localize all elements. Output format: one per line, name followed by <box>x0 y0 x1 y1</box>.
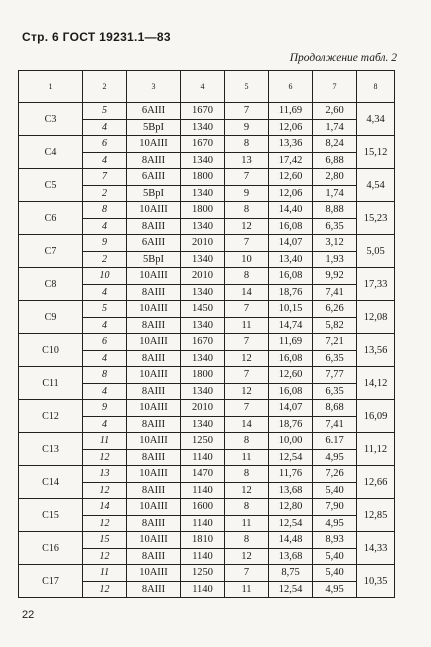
table-cell: 1340 <box>181 119 225 136</box>
total-cell: 4,54 <box>357 169 395 202</box>
table-cell: 8АIII <box>127 515 181 532</box>
table-cell: 2,80 <box>313 169 357 186</box>
table-cell: 11,69 <box>269 334 313 351</box>
row-label-cell: С4 <box>19 136 83 169</box>
table-cell: 8АIII <box>127 416 181 433</box>
table-cell: 5ВрI <box>127 251 181 268</box>
table-cell: 6АIII <box>127 103 181 120</box>
table-row <box>19 202 395 219</box>
table-cell: 12 <box>83 482 127 499</box>
table-row <box>19 433 395 450</box>
table-cell: 8АIII <box>127 284 181 301</box>
table-cell: 6,88 <box>313 152 357 169</box>
table-cell: 4,95 <box>313 515 357 532</box>
table-cell: 7 <box>225 301 269 318</box>
table-cell: 5 <box>83 103 127 120</box>
column-header: 7 <box>313 71 357 103</box>
table-cell: 8 <box>225 268 269 285</box>
table-cell: 14,07 <box>269 400 313 417</box>
table-cell: 8АIII <box>127 449 181 466</box>
table-cell: 4 <box>83 317 127 334</box>
table-cell: 8АIII <box>127 581 181 598</box>
table-cell: 4 <box>83 119 127 136</box>
row-label-cell: С3 <box>19 103 83 136</box>
table-cell: 16,08 <box>269 383 313 400</box>
table-cell: 11 <box>225 581 269 598</box>
table-cell: 11 <box>225 317 269 334</box>
table-cell: 7 <box>225 169 269 186</box>
table-cell: 1340 <box>181 383 225 400</box>
table-cell: 13,36 <box>269 136 313 153</box>
table-cell: 1810 <box>181 532 225 549</box>
table-cell: 8АIII <box>127 350 181 367</box>
total-cell: 11,12 <box>357 433 395 466</box>
total-cell: 10,35 <box>357 565 395 598</box>
table-cell: 12,54 <box>269 449 313 466</box>
table-cell: 16,08 <box>269 350 313 367</box>
table-cell: 4,95 <box>313 581 357 598</box>
table-cell: 8 <box>83 367 127 384</box>
total-cell: 12,08 <box>357 301 395 334</box>
table-cell: 2010 <box>181 400 225 417</box>
table-cell: 7 <box>225 400 269 417</box>
table-cell: 8АIII <box>127 383 181 400</box>
row-label-cell: С8 <box>19 268 83 301</box>
table-cell: 4 <box>83 284 127 301</box>
table-cell: 8,93 <box>313 532 357 549</box>
table-cell: 1670 <box>181 103 225 120</box>
table-cell: 12 <box>83 581 127 598</box>
table-cell: 14,07 <box>269 235 313 252</box>
table-cell: 12 <box>225 482 269 499</box>
total-cell: 5,05 <box>357 235 395 268</box>
column-header: 2 <box>83 71 127 103</box>
total-cell: 15,23 <box>357 202 395 235</box>
table-cell: 1340 <box>181 251 225 268</box>
table-cell: 12,60 <box>269 169 313 186</box>
total-cell: 16,09 <box>357 400 395 433</box>
table-cell: 10АIII <box>127 136 181 153</box>
total-cell: 12,66 <box>357 466 395 499</box>
table-cell: 9 <box>225 185 269 202</box>
table-cell: 8 <box>225 466 269 483</box>
row-label-cell: С15 <box>19 499 83 532</box>
table-cell: 8АIII <box>127 482 181 499</box>
table-cell: 10АIII <box>127 202 181 219</box>
total-cell: 17,33 <box>357 268 395 301</box>
table-cell: 1340 <box>181 284 225 301</box>
table-cell: 2010 <box>181 235 225 252</box>
table-cell: 2 <box>83 185 127 202</box>
table-cell: 7 <box>225 565 269 582</box>
table-cell: 13,68 <box>269 482 313 499</box>
column-header: 6 <box>269 71 313 103</box>
table-cell: 1670 <box>181 334 225 351</box>
table-cell: 2010 <box>181 268 225 285</box>
table-cell: 17,42 <box>269 152 313 169</box>
row-label-cell: С6 <box>19 202 83 235</box>
table-cell: 7,21 <box>313 334 357 351</box>
table-cell: 11 <box>225 449 269 466</box>
table-cell: 9 <box>225 119 269 136</box>
table-row <box>19 136 395 153</box>
table-cell: 6,35 <box>313 383 357 400</box>
table-cell: 1340 <box>181 317 225 334</box>
total-cell: 14,33 <box>357 532 395 565</box>
table-cell: 7 <box>225 103 269 120</box>
table-cell: 6,35 <box>313 218 357 235</box>
table-cell: 7,41 <box>313 284 357 301</box>
table-cell: 10АIII <box>127 466 181 483</box>
table-cell: 1140 <box>181 449 225 466</box>
table-cell: 8,88 <box>313 202 357 219</box>
table-header-row <box>19 71 395 103</box>
table-cell: 3,12 <box>313 235 357 252</box>
table-cell: 13,68 <box>269 548 313 565</box>
row-label-cell: С14 <box>19 466 83 499</box>
table-cell: 7 <box>225 334 269 351</box>
table-cell: 12 <box>225 383 269 400</box>
table-cell: 12 <box>225 218 269 235</box>
table-cell: 5ВрI <box>127 185 181 202</box>
table-cell: 12 <box>83 449 127 466</box>
table-cell: 12 <box>83 548 127 565</box>
table-row <box>19 334 395 351</box>
table-cell: 1140 <box>181 515 225 532</box>
row-label-cell: С13 <box>19 433 83 466</box>
table-cell: 2,60 <box>313 103 357 120</box>
table-row <box>19 532 395 549</box>
table-cell: 5,40 <box>313 565 357 582</box>
table-cell: 11 <box>83 433 127 450</box>
table-row <box>19 235 395 252</box>
table-cell: 1,93 <box>313 251 357 268</box>
table-cell: 11,69 <box>269 103 313 120</box>
table-cell: 5,40 <box>313 548 357 565</box>
table-cell: 1450 <box>181 301 225 318</box>
table-cell: 10,00 <box>269 433 313 450</box>
table-cell: 1140 <box>181 548 225 565</box>
table-cell: 4,95 <box>313 449 357 466</box>
table-cell: 4 <box>83 218 127 235</box>
table-cell: 7,41 <box>313 416 357 433</box>
data-table <box>18 70 395 598</box>
table-cell: 1800 <box>181 367 225 384</box>
column-header: 5 <box>225 71 269 103</box>
table-cell: 10АIII <box>127 367 181 384</box>
table-cell: 12,54 <box>269 515 313 532</box>
table-cell: 1340 <box>181 152 225 169</box>
table-cell: 1250 <box>181 433 225 450</box>
row-label-cell: С11 <box>19 367 83 400</box>
table-cell: 14,40 <box>269 202 313 219</box>
table-row <box>19 400 395 417</box>
table-cell: 4 <box>83 416 127 433</box>
table-cell: 8АIII <box>127 152 181 169</box>
table-cell: 12,06 <box>269 119 313 136</box>
table-cell: 16,08 <box>269 268 313 285</box>
table-cell: 13 <box>225 152 269 169</box>
table-cell: 5,40 <box>313 482 357 499</box>
total-cell: 14,12 <box>357 367 395 400</box>
row-label-cell: С10 <box>19 334 83 367</box>
row-label-cell: С9 <box>19 301 83 334</box>
table-cell: 11 <box>83 565 127 582</box>
table-cell: 1600 <box>181 499 225 516</box>
table-cell: 4 <box>83 383 127 400</box>
total-cell: 12,85 <box>357 499 395 532</box>
table-cell: 8 <box>83 202 127 219</box>
table-cell: 12,80 <box>269 499 313 516</box>
table-cell: 8АIII <box>127 548 181 565</box>
table-cell: 9 <box>83 400 127 417</box>
page-header: Стр. 6 ГОСТ 19231.1—83 <box>22 30 171 44</box>
table-cell: 14 <box>83 499 127 516</box>
table-cell: 7 <box>225 367 269 384</box>
table-cell: 16,08 <box>269 218 313 235</box>
table-row <box>19 367 395 384</box>
table-cell: 8 <box>225 202 269 219</box>
table-cell: 8 <box>225 499 269 516</box>
table-row <box>19 103 395 120</box>
table-cell: 8,68 <box>313 400 357 417</box>
table-cell: 10АIII <box>127 499 181 516</box>
total-cell: 4,34 <box>357 103 395 136</box>
table-row <box>19 169 395 186</box>
table-cell: 12,60 <box>269 367 313 384</box>
table-cell: 14,48 <box>269 532 313 549</box>
table-body <box>19 103 395 598</box>
table-cell: 12 <box>225 548 269 565</box>
table-cell: 9 <box>83 235 127 252</box>
table-cell: 15 <box>83 532 127 549</box>
table-cell: 11 <box>225 515 269 532</box>
table-cell: 12,54 <box>269 581 313 598</box>
table-cell: 1800 <box>181 202 225 219</box>
table-cell: 8 <box>225 433 269 450</box>
table-cell: 10АIII <box>127 334 181 351</box>
table-cell: 14 <box>225 416 269 433</box>
table-cell: 4 <box>83 152 127 169</box>
table-cell: 10 <box>225 251 269 268</box>
row-label-cell: С17 <box>19 565 83 598</box>
table-cell: 2 <box>83 251 127 268</box>
table-cell: 10,15 <box>269 301 313 318</box>
table-cell: 1800 <box>181 169 225 186</box>
table-cell: 6АIII <box>127 235 181 252</box>
table-cell: 10 <box>83 268 127 285</box>
table-cell: 6 <box>83 136 127 153</box>
table-cell: 10АIII <box>127 301 181 318</box>
table-cell: 14,74 <box>269 317 313 334</box>
table-cell: 7 <box>225 235 269 252</box>
table-cell: 13 <box>83 466 127 483</box>
table-cell: 10АIII <box>127 565 181 582</box>
table-cell: 7,90 <box>313 499 357 516</box>
row-label-cell: С7 <box>19 235 83 268</box>
table-cell: 12 <box>83 515 127 532</box>
total-cell: 13,56 <box>357 334 395 367</box>
table-cell: 5 <box>83 301 127 318</box>
table-cell: 1,74 <box>313 185 357 202</box>
column-header: 1 <box>19 71 83 103</box>
table-cell: 4 <box>83 350 127 367</box>
total-cell: 15,12 <box>357 136 395 169</box>
table-cell: 8АIII <box>127 218 181 235</box>
column-header: 8 <box>357 71 395 103</box>
table-cell: 1340 <box>181 185 225 202</box>
table-cell: 12,06 <box>269 185 313 202</box>
row-label-cell: С5 <box>19 169 83 202</box>
row-label-cell: С12 <box>19 400 83 433</box>
table-cell: 18,76 <box>269 284 313 301</box>
table-cell: 13,40 <box>269 251 313 268</box>
table-cell: 8,24 <box>313 136 357 153</box>
page-number: 22 <box>22 609 35 621</box>
table-cell: 7,77 <box>313 367 357 384</box>
table-cell: 9,92 <box>313 268 357 285</box>
table-cell: 7 <box>83 169 127 186</box>
table-cell: 11,76 <box>269 466 313 483</box>
table-cell: 6 <box>83 334 127 351</box>
table-cell: 1670 <box>181 136 225 153</box>
table-cell: 1,74 <box>313 119 357 136</box>
table-cell: 1340 <box>181 350 225 367</box>
table-row <box>19 301 395 318</box>
table-cell: 8,75 <box>269 565 313 582</box>
table-row <box>19 565 395 582</box>
table-cell: 6АIII <box>127 169 181 186</box>
table-continuation-label: Продолжение табл. 2 <box>289 52 397 64</box>
table-cell: 6,26 <box>313 301 357 318</box>
table-cell: 10АIII <box>127 400 181 417</box>
table-cell: 1340 <box>181 218 225 235</box>
table-cell: 5ВрI <box>127 119 181 136</box>
table-cell: 5,82 <box>313 317 357 334</box>
table-cell: 1250 <box>181 565 225 582</box>
table-row <box>19 268 395 285</box>
table-cell: 8 <box>225 136 269 153</box>
row-label-cell: С16 <box>19 532 83 565</box>
table-row <box>19 499 395 516</box>
table-cell: 1140 <box>181 482 225 499</box>
table-cell: 6.17 <box>313 433 357 450</box>
column-header: 4 <box>181 71 225 103</box>
table-row <box>19 466 395 483</box>
table-cell: 10АIII <box>127 433 181 450</box>
table-cell: 1470 <box>181 466 225 483</box>
table-cell: 10АIII <box>127 268 181 285</box>
table-cell: 10АIII <box>127 532 181 549</box>
column-header: 3 <box>127 71 181 103</box>
table-cell: 6,35 <box>313 350 357 367</box>
table-cell: 18,76 <box>269 416 313 433</box>
table-cell: 8 <box>225 532 269 549</box>
table-cell: 1340 <box>181 416 225 433</box>
table-cell: 7,26 <box>313 466 357 483</box>
table-cell: 8АIII <box>127 317 181 334</box>
table-cell: 1140 <box>181 581 225 598</box>
table-cell: 14 <box>225 284 269 301</box>
table-cell: 12 <box>225 350 269 367</box>
